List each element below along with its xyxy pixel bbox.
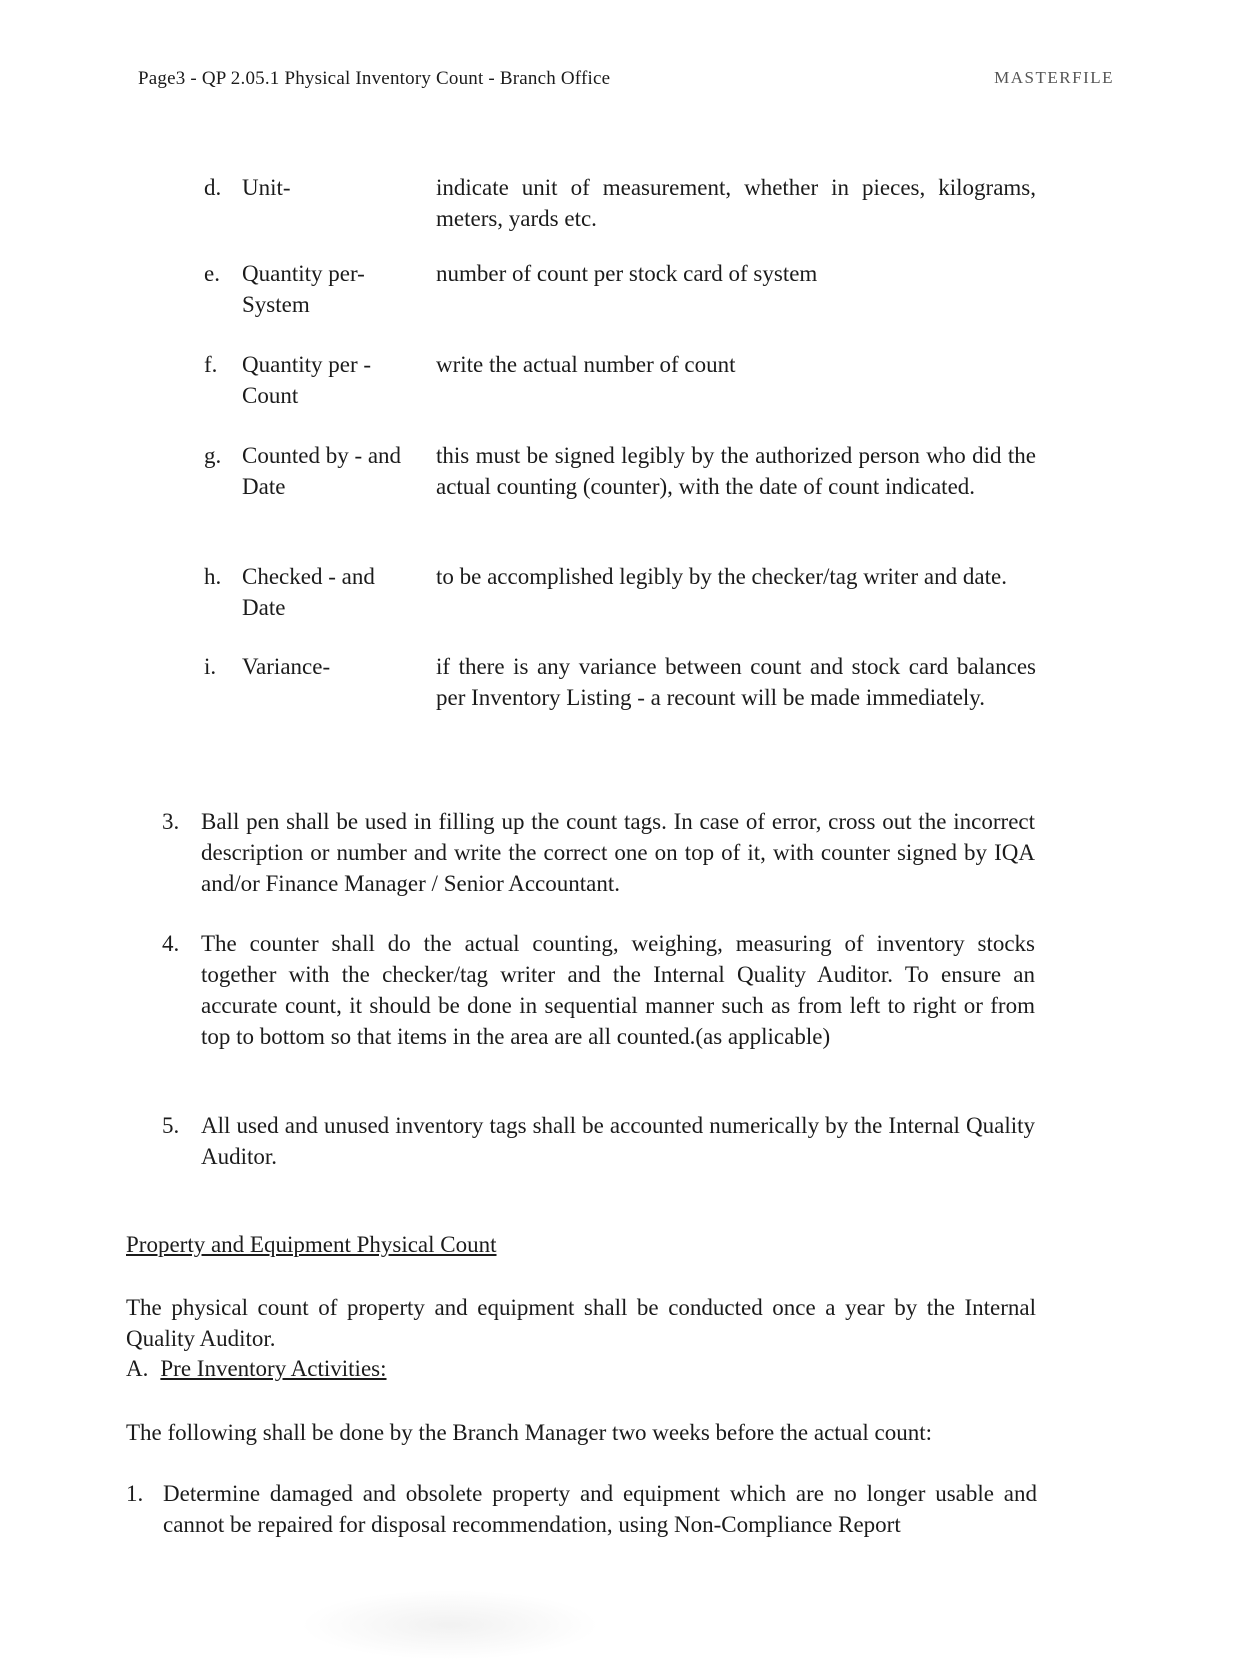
definition-letter: i. xyxy=(204,654,217,679)
list-item-text: Ball pen shall be used in filling up the count tags. In case of error, cross out the incorrect description or number and write the correct one on top of it, with counter signed by IQA and/or Finance Manager / Senior Accountant. xyxy=(201,809,1035,896)
subsection-marker: A. xyxy=(126,1356,149,1381)
definition-term: Variance- xyxy=(242,654,331,679)
definition-term: Quantity per- System xyxy=(242,261,365,317)
definition-text: this must be signed legibly by the authorized person who did the actual counting (counter), with the date of count indicated. xyxy=(436,443,1036,499)
definition-text: indicate unit of measurement, whether in pieces, kilograms, meters, yards etc. xyxy=(436,175,1036,231)
section-heading: Property and Equipment Physical Count xyxy=(126,1232,497,1257)
definition-term: Checked - and Date xyxy=(242,564,375,620)
definition-letter: h. xyxy=(204,564,222,589)
page-header-masterfile-label: MASTERFILE xyxy=(994,68,1114,87)
definition-text: write the actual number of count xyxy=(436,352,736,377)
list-item-number: 5. xyxy=(162,1113,180,1138)
lead-paragraph: The following shall be done by the Branch Manager two weeks before the actual count: xyxy=(126,1420,933,1445)
definition-term: Quantity per - Count xyxy=(242,352,372,408)
subsection-heading xyxy=(126,1356,387,1382)
page-header-title: Page3 - QP 2.05.1 Physical Inventory Count - Branch Office xyxy=(138,68,611,89)
definition-term: Counted by - and Date xyxy=(242,443,402,499)
list-item-text: All used and unused inventory tags shall be accounted numerically by the Internal Quality Auditor. xyxy=(201,1113,1035,1169)
definition-letter: e. xyxy=(204,261,220,286)
scan-smudge xyxy=(300,1590,600,1660)
list-item-number: 1. xyxy=(126,1481,144,1506)
definition-text: to be accomplished legibly by the checker/tag writer and date. xyxy=(436,564,1007,589)
definition-text: if there is any variance between count and stock card balances per Inventory Listing - a recount will be made immediately. xyxy=(436,654,1036,710)
list-item-number: 3. xyxy=(162,809,180,834)
subsection-title: Pre Inventory Activities: xyxy=(160,1356,387,1381)
list-item-text: Determine damaged and obsolete property and equipment which are no longer usable and cannot be repaired for disposal recommendation, using Non-Compliance Report xyxy=(163,1481,1037,1537)
definition-letter: d. xyxy=(204,175,222,200)
list-item-text: The counter shall do the actual counting, weighing, measuring of inventory stocks together with the checker/tag writer and the Internal Quality Auditor. To ensure an accurate count, it should be done in sequential manner such as from left to right or from top to bottom so that items in the area are all counted.(as applicable) xyxy=(201,931,1035,1049)
definition-text: number of count per stock card of system xyxy=(436,261,818,286)
definition-letter: f. xyxy=(204,352,218,377)
list-item-number: 4. xyxy=(162,931,180,956)
definition-letter: g. xyxy=(204,443,222,468)
section-intro-paragraph: The physical count of property and equipment shall be conducted once a year by the Internal Quality Auditor. xyxy=(126,1295,1036,1351)
definition-term: Unit- xyxy=(242,175,291,200)
